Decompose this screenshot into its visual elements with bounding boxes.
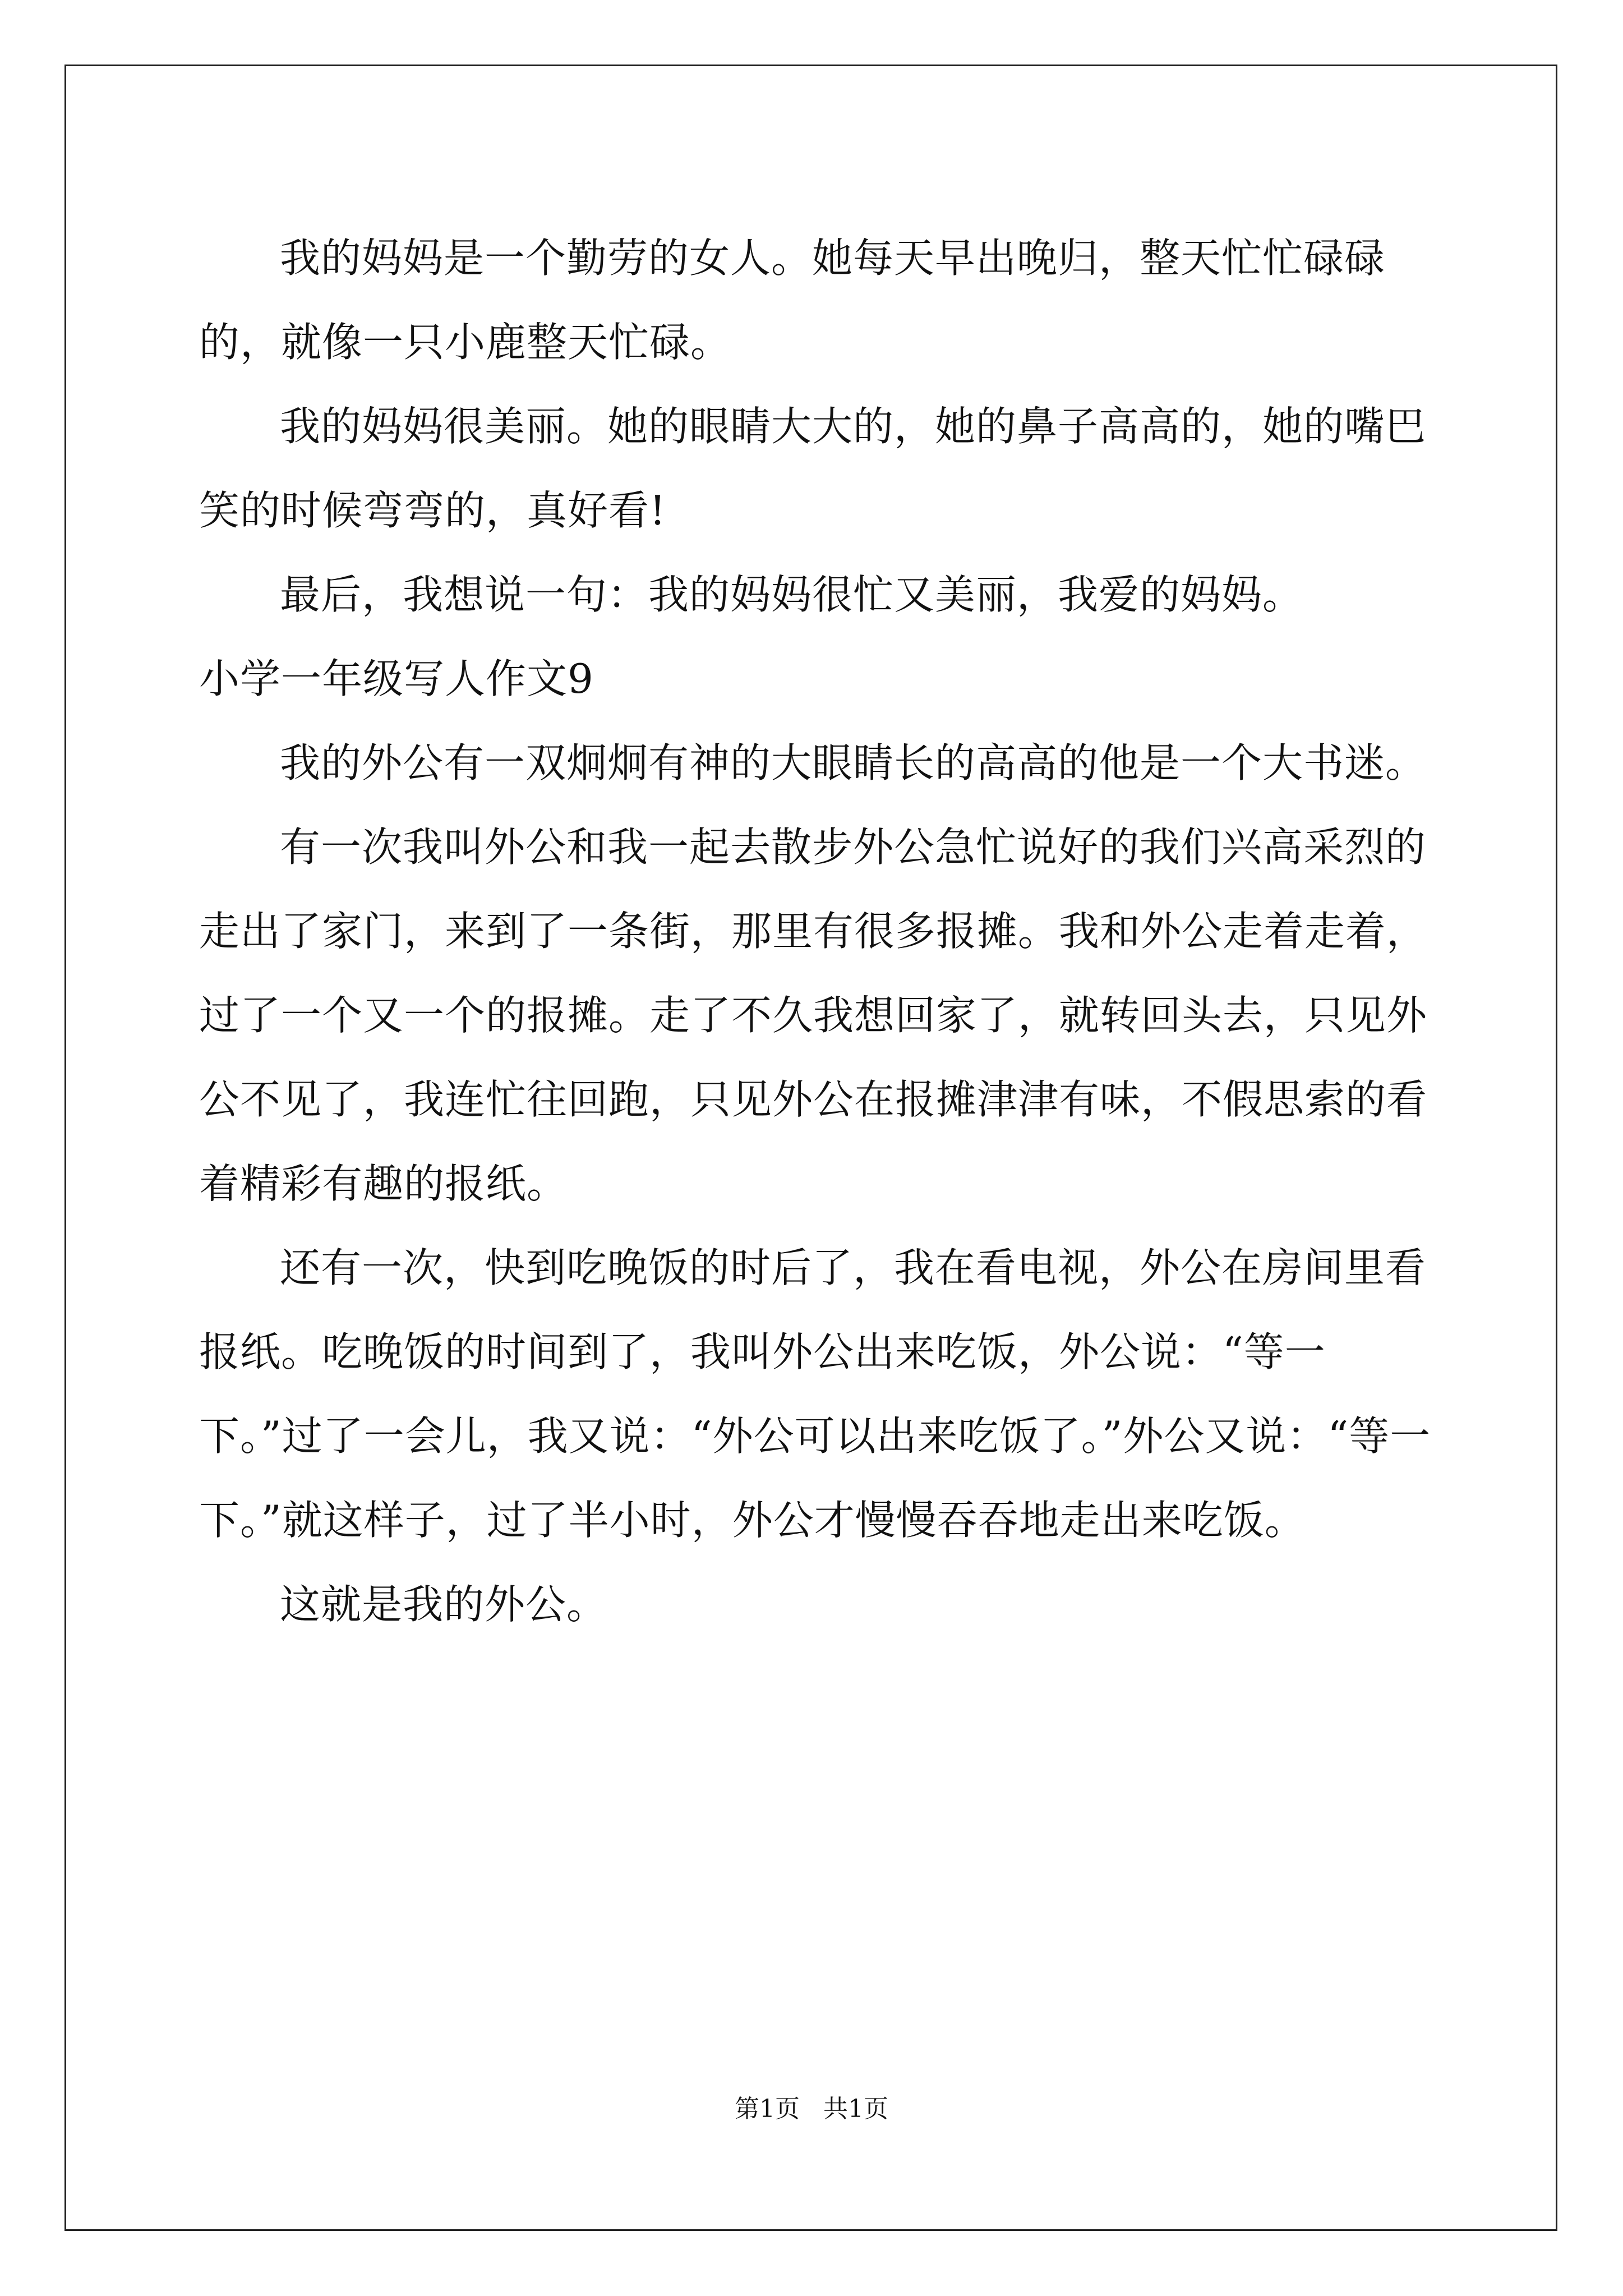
paragraph-6: 还有一次，快到吃晚饭的时后了，我在看电视，外公在房间里看报纸。吃晚饭的时间到了，我叫外公出来吃饭，外公说：“等一下。”过了一会儿，我又说：“外公可以出来吃饭了。”外公又说：“等一下。”就这样子，过了半小时，外公才慢慢吞吞地走出来吃饭。 <box>199 1244 1431 1544</box>
footer-gap <box>800 2095 823 2123</box>
paragraph-2: 我的妈妈很美丽。她的眼睛大大的，她的鼻子高高的，她的嘴巴笑的时候弯弯的，真好看! <box>199 403 1427 534</box>
page-footer <box>0 2092 1623 2126</box>
paragraph-7: 这就是我的外公。 <box>280 1581 608 1628</box>
page-total: 共1页 <box>823 2095 888 2123</box>
document-body <box>199 216 1433 1646</box>
page-number: 第1页 <box>735 2095 800 2123</box>
paragraph-1: 我的妈妈是一个勤劳的女人。她每天早出晚归，整天忙忙碌碌的，就像一只小鹿整天忙碌。 <box>199 234 1386 366</box>
paragraph-4: 我的外公有一双炯炯有神的大眼睛长的高高的他是一个大书迷。 <box>280 739 1427 786</box>
paragraph-5: 有一次我叫外公和我一起去散步外公急忙说好的我们兴高采烈的走出了家门，来到了一条街，那里有很多报摊。我和外公走着走着，过了一个又一个的报摊。走了不久我想回家了，就转回头去，只见外公不见了，我连忙往回跑，只见外公在报摊津津有味，不假思索的看着精彩有趣的报纸。 <box>199 823 1428 1207</box>
section-heading: 小学一年级写人作文9 <box>199 655 594 702</box>
paragraph-3: 最后，我想说一句：我的妈妈很忙又美丽，我爱的妈妈。 <box>280 571 1304 618</box>
